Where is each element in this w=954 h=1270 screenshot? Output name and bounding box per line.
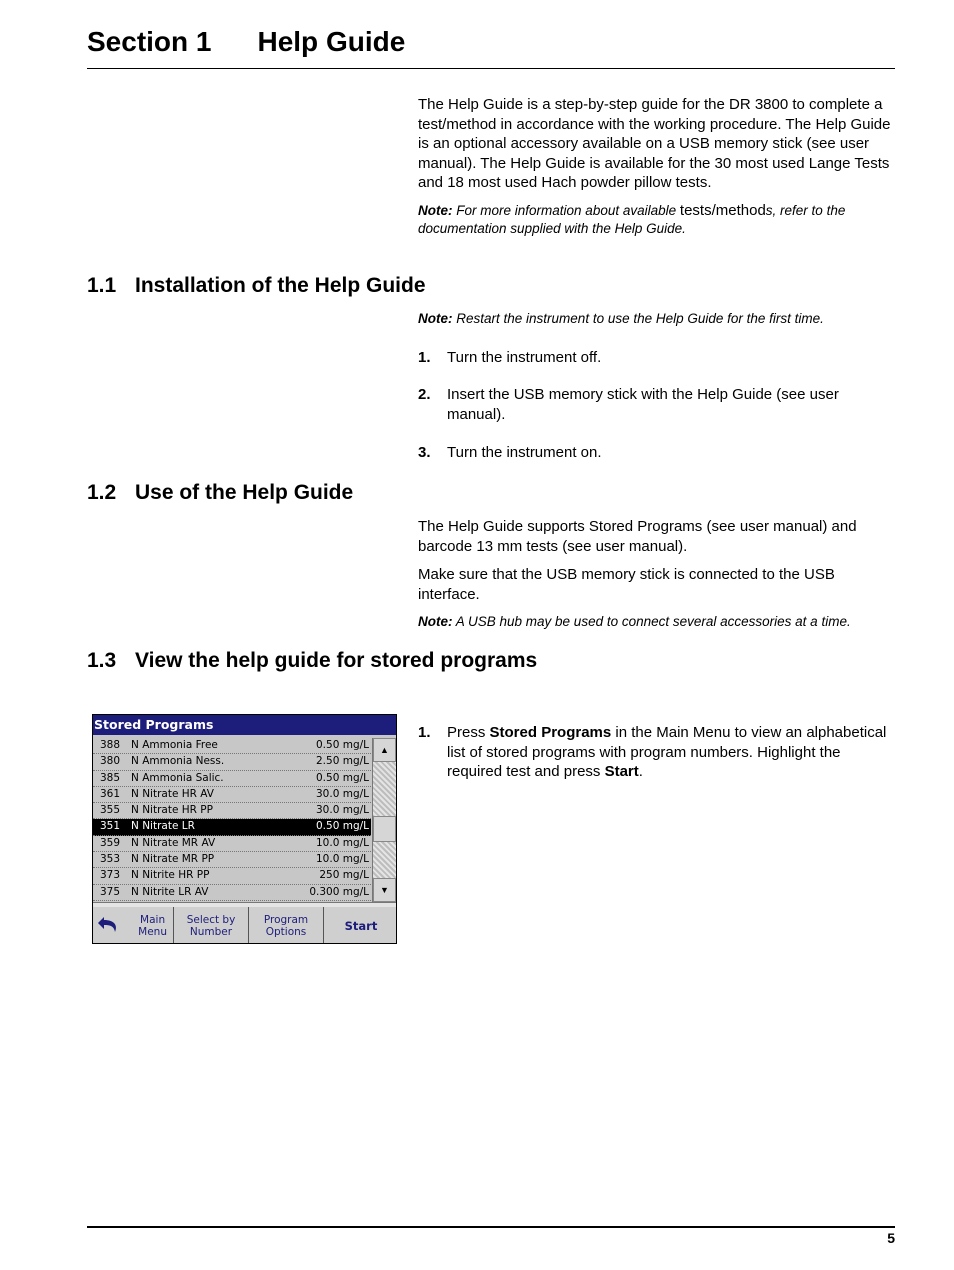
usage-note <box>418 613 894 632</box>
stored-programs-screen <box>92 714 397 944</box>
main-menu-label-1: Main <box>140 913 166 926</box>
note-text: Restart the instrument to use the Help Guide for the first time. <box>456 311 824 326</box>
heading-number: 1.1 <box>87 274 117 297</box>
back-arrow-icon <box>96 913 122 937</box>
note-text-plain: tests/method <box>679 201 766 219</box>
step-3 <box>418 443 894 463</box>
step-text: Turn the instrument on. <box>447 444 602 461</box>
softkey-bar <box>93 907 397 944</box>
step-text <box>447 723 894 782</box>
program-number: 380 <box>100 755 121 768</box>
header-rule <box>87 68 895 69</box>
main-menu-button[interactable] <box>93 907 173 944</box>
program-row[interactable] <box>93 819 371 835</box>
heading-text: Installation of the Help Guide <box>135 274 426 297</box>
program-row[interactable] <box>93 787 371 803</box>
program-name: N Nitrate LR <box>131 820 195 833</box>
program-row[interactable] <box>93 803 371 819</box>
heading-number: 1.3 <box>87 649 117 672</box>
program-value: 250 mg/L <box>319 869 369 882</box>
usage-block <box>418 517 894 632</box>
program-row[interactable] <box>93 754 371 770</box>
scroll-up-icon[interactable]: ▲ <box>373 738 396 762</box>
program-value: 10.0 mg/L <box>316 836 369 849</box>
step-text-post: . <box>638 763 643 780</box>
program-row[interactable] <box>93 852 371 868</box>
program-name: N Nitrite LR AV <box>131 885 209 898</box>
scrollbar[interactable] <box>372 738 396 902</box>
options-label-1: Program <box>263 913 309 926</box>
program-number: 353 <box>100 853 121 866</box>
program-name: N Ammonia Ness. <box>131 755 225 768</box>
step-text-mid: in the Main Menu to view an alphabetical list of stored programs with program numbers. Highlight the required test and press <box>447 724 887 780</box>
start-term: Start <box>604 763 639 780</box>
program-number: 385 <box>100 771 121 784</box>
note-label: Note: <box>418 202 453 218</box>
start-button[interactable]: Start <box>323 907 397 944</box>
program-list[interactable] <box>93 738 371 901</box>
intro-block <box>418 95 894 239</box>
step-2 <box>418 385 894 424</box>
heading-1-2 <box>87 481 353 505</box>
program-row[interactable] <box>93 771 371 787</box>
program-number: 355 <box>100 804 121 817</box>
heading-number: 1.2 <box>87 481 117 504</box>
program-row[interactable] <box>93 868 371 884</box>
note-label: Note: <box>418 311 453 326</box>
step-number: 1. <box>418 724 431 741</box>
scroll-down-icon[interactable]: ▼ <box>373 878 396 902</box>
program-number: 351 <box>100 820 121 833</box>
program-value: 2.50 mg/L <box>316 755 369 768</box>
main-menu-label-2: Menu <box>138 925 167 938</box>
program-name: N Nitrate MR AV <box>131 836 216 849</box>
program-row[interactable] <box>93 836 371 852</box>
select-label-1: Select by <box>186 913 236 926</box>
screen-title: Stored Programs <box>93 715 396 735</box>
heading-text: View the help guide for stored programs <box>135 649 538 672</box>
note-text-1: For more information about available <box>456 202 677 218</box>
program-name: N Nitrate HR AV <box>131 787 214 800</box>
program-name: N Nitrate MR PP <box>131 853 215 866</box>
step-1 <box>418 348 894 368</box>
note-text-2: s, refer to the documentation supplied with the Help Guide. <box>418 202 846 236</box>
select-by-number-button[interactable] <box>173 907 248 944</box>
step-number: 1. <box>418 348 431 366</box>
usage-paragraph-2: Make sure that the USB memory stick is connected to the USB interface. <box>418 566 835 603</box>
section-heading <box>87 22 405 62</box>
section-title: Help Guide <box>257 26 406 57</box>
program-value: 0.50 mg/L <box>316 739 369 751</box>
program-number: 388 <box>100 739 121 751</box>
program-name: N Ammonia Salic. <box>131 771 224 784</box>
program-name: N Ammonia Free <box>131 739 218 751</box>
heading-text: Use of the Help Guide <box>135 481 354 504</box>
view-step-block <box>418 723 894 782</box>
program-name: N Nitrite HR PP <box>131 869 210 882</box>
program-number: 359 <box>100 836 121 849</box>
step-number: 2. <box>418 386 431 403</box>
footer-rule <box>87 1226 895 1228</box>
note-text: A USB hub may be used to connect several accessories at a time. <box>455 614 851 629</box>
program-number: 375 <box>100 885 121 898</box>
step-number: 3. <box>418 444 431 461</box>
step-1 <box>418 723 894 782</box>
installation-block <box>418 310 894 463</box>
program-row[interactable] <box>93 738 371 754</box>
program-value: 10.0 mg/L <box>316 853 369 866</box>
program-value: 30.0 mg/L <box>316 804 369 817</box>
step-text-pre: Press <box>447 724 490 741</box>
program-options-button[interactable] <box>248 907 323 944</box>
program-row[interactable] <box>93 885 371 901</box>
step-text: Turn the instrument off. <box>447 348 602 366</box>
program-value: 0.50 mg/L <box>316 771 369 784</box>
heading-1-3 <box>87 649 537 673</box>
page-number: 5 <box>887 1230 895 1246</box>
heading-1-1 <box>87 274 426 298</box>
program-number: 373 <box>100 869 121 882</box>
intro-paragraph: The Help Guide is a step-by-step guide for the DR 3800 to complete a test/method in accordance with the working procedure. The Help Guide is an optional accessory available on a USB memory stick (see user manual). The Help Guide is available for the 30 most used Lange Tests and 18 most used Hach powder pillow tests. <box>418 96 891 191</box>
program-value: 30.0 mg/L <box>316 787 369 800</box>
stored-programs-term: Stored Programs <box>489 724 612 741</box>
select-label-2: Number <box>189 925 233 938</box>
options-label-2: Options <box>265 925 307 938</box>
usage-paragraph-1: The Help Guide supports Stored Programs (see user manual) and barcode 13 mm tests (see user manual). <box>418 518 857 555</box>
installation-note <box>418 310 894 329</box>
step-text: Insert the USB memory stick with the Help Guide (see user manual). <box>447 386 839 423</box>
program-number: 361 <box>100 787 121 800</box>
scroll-thumb[interactable] <box>373 816 396 842</box>
section-label: Section 1 <box>87 26 212 57</box>
program-value: 0.300 mg/L <box>309 885 369 898</box>
program-value: 0.50 mg/L <box>316 820 369 833</box>
note-label: Note: <box>418 614 453 629</box>
program-name: N Nitrate HR PP <box>131 804 213 817</box>
intro-note <box>418 202 894 239</box>
